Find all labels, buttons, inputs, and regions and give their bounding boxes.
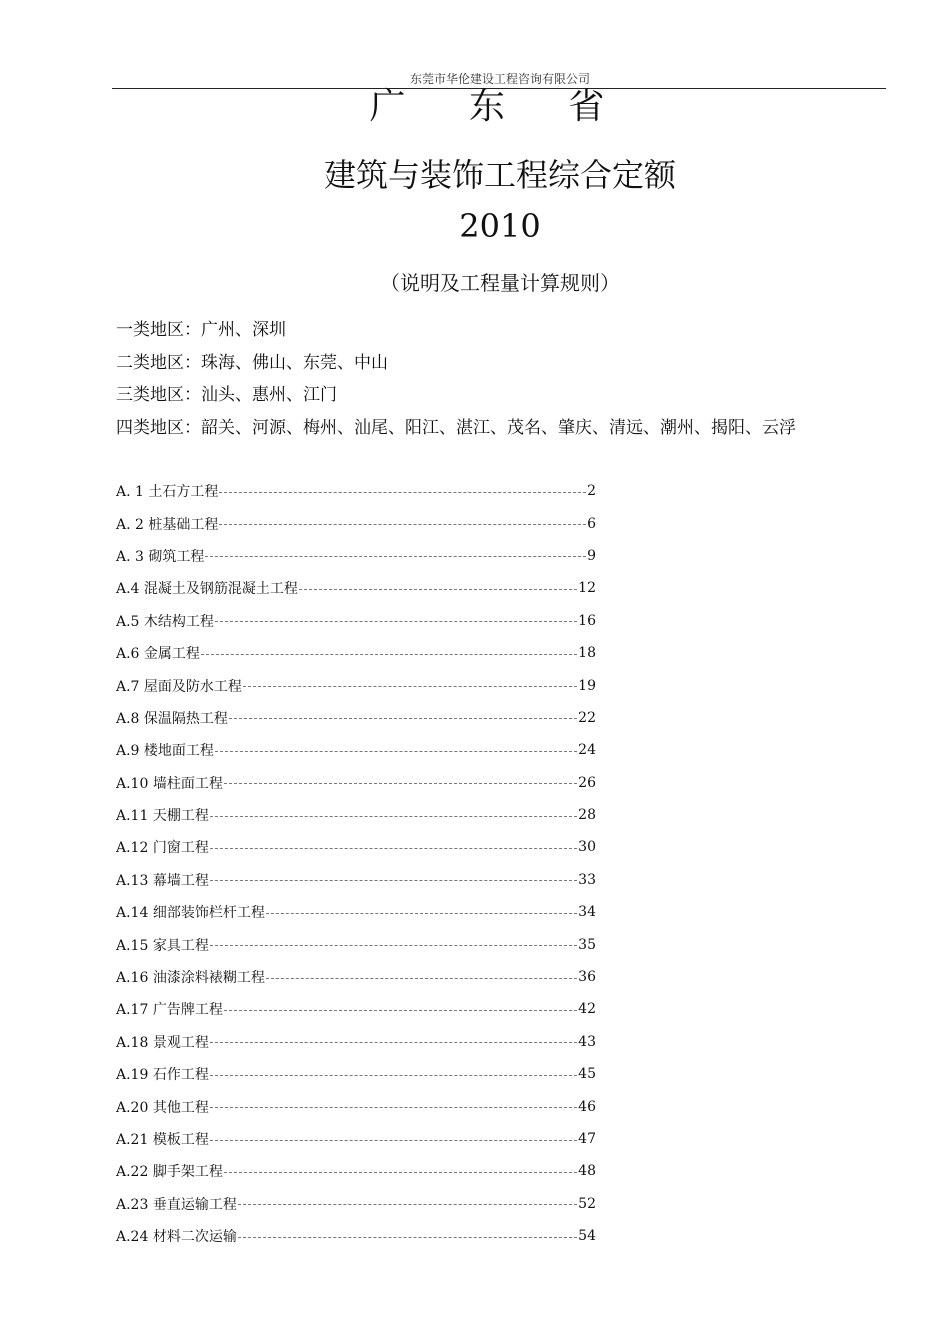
- toc-leader-dashes: [201, 654, 577, 655]
- toc-leader-dashes: [238, 1237, 577, 1238]
- toc-entry-label: A. 2 桩基础工程: [116, 516, 219, 533]
- toc-entry-page-number: 16: [578, 612, 596, 629]
- toc-entry[interactable]: [116, 1026, 596, 1058]
- toc-entry[interactable]: [116, 734, 596, 766]
- toc-entry-page-number: 52: [578, 1195, 596, 1212]
- toc-entry-label: A.23 垂直运输工程: [116, 1196, 237, 1213]
- toc-entry[interactable]: [116, 540, 596, 572]
- toc-entry-page-number: 35: [578, 936, 596, 953]
- toc-entry-page-number: 24: [578, 742, 596, 759]
- toc-entry-label: A.19 石作工程: [116, 1067, 209, 1084]
- toc-leader-dashes: [215, 621, 577, 622]
- toc-entry-page-number: 43: [578, 1033, 596, 1050]
- toc-leader-dashes: [210, 1140, 577, 1141]
- toc-entry-label: A.24 材料二次运输: [116, 1229, 237, 1246]
- toc-entry[interactable]: [116, 928, 596, 960]
- toc-entry-label: A.11 天棚工程: [116, 808, 209, 825]
- toc-entry-label: A.17 广告牌工程: [116, 1002, 223, 1019]
- toc-entry[interactable]: [116, 767, 596, 799]
- toc-leader-dashes: [266, 913, 577, 914]
- toc-leader-dashes: [205, 556, 586, 557]
- toc-leader-dashes: [224, 1172, 577, 1173]
- toc-entry-page-number: 47: [578, 1131, 596, 1147]
- toc-entry-page-number: 30: [578, 839, 596, 856]
- toc-leader-dashes: [243, 686, 577, 687]
- toc-entry[interactable]: [116, 961, 596, 993]
- toc-leader-dashes: [215, 751, 577, 752]
- toc-leader-dashes: [229, 718, 577, 719]
- toc-entry[interactable]: [116, 1123, 596, 1155]
- toc-entry[interactable]: [116, 831, 596, 863]
- toc-entry-page-number: 2: [587, 483, 596, 500]
- region-list: [116, 314, 916, 444]
- toc-entry[interactable]: [116, 475, 596, 507]
- toc-entry-page-number: 36: [578, 969, 596, 986]
- toc-entry-page-number: 26: [578, 774, 596, 791]
- toc-entry-page-number: 33: [578, 871, 596, 888]
- cover-year: 2010: [459, 207, 541, 245]
- toc-leader-dashes: [210, 816, 577, 817]
- toc-entry[interactable]: [116, 864, 596, 896]
- toc-entry[interactable]: [116, 702, 596, 734]
- toc-entry[interactable]: [116, 605, 596, 637]
- toc-entry-label: A.5 木结构工程: [116, 613, 214, 630]
- toc-entry-label: A.22 脚手架工程: [116, 1164, 223, 1181]
- toc-leader-dashes: [219, 492, 586, 493]
- toc-leader-dashes: [219, 524, 586, 525]
- toc-leader-dashes: [224, 1010, 577, 1011]
- toc-entry-page-number: 28: [578, 807, 596, 824]
- toc-entry-label: A.18 景观工程: [116, 1034, 209, 1051]
- toc-entry-label: A.12 门窗工程: [116, 840, 209, 857]
- toc-leader-dashes: [299, 589, 577, 590]
- toc-entry-page-number: 48: [578, 1163, 596, 1180]
- table-of-contents: [116, 475, 596, 1252]
- toc-entry[interactable]: [116, 1220, 596, 1252]
- cover-title: 建筑与装饰工程综合定额: [323, 156, 676, 194]
- toc-entry-page-number: 54: [578, 1228, 596, 1245]
- toc-entry-label: A.13 幕墙工程: [116, 872, 209, 889]
- toc-entry-label: A.4 混凝土及钢筋混凝土工程: [116, 581, 298, 598]
- toc-entry-label: A.15 家具工程: [116, 937, 209, 954]
- toc-entry-label: A.6 金属工程: [116, 646, 200, 663]
- toc-entry-label: A.9 楼地面工程: [116, 743, 214, 760]
- toc-entry-page-number: 12: [578, 580, 596, 597]
- toc-entry[interactable]: [116, 799, 596, 831]
- toc-leader-dashes: [238, 1204, 577, 1205]
- toc-entry[interactable]: [116, 1188, 596, 1220]
- toc-entry[interactable]: [116, 1155, 596, 1187]
- toc-entry-label: A.16 油漆涂料裱糊工程: [116, 970, 265, 987]
- toc-entry-page-number: 42: [578, 1001, 596, 1018]
- cover-province: 广 东 省: [369, 86, 631, 127]
- region-class-4: 四类地区：韶关、河源、梅州、汕尾、阳江、湛江、茂名、肇庆、清远、潮州、揭阳、云浮: [116, 417, 796, 438]
- toc-entry-label: A.10 墙柱面工程: [116, 775, 223, 792]
- toc-entry-label: A.14 细部装饰栏杆工程: [116, 905, 265, 922]
- toc-entry[interactable]: [116, 1090, 596, 1122]
- toc-entry[interactable]: [116, 669, 596, 701]
- toc-entry[interactable]: [116, 637, 596, 669]
- toc-entry-label: A.7 屋面及防水工程: [116, 678, 242, 695]
- toc-entry-page-number: 45: [578, 1066, 596, 1083]
- toc-leader-dashes: [210, 1107, 577, 1108]
- toc-leader-dashes: [210, 1075, 577, 1076]
- toc-leader-dashes: [210, 1042, 577, 1043]
- toc-entry-label: A. 1 土石方工程: [116, 484, 219, 501]
- toc-leader-dashes: [210, 880, 577, 881]
- toc-entry-page-number: 6: [587, 515, 596, 532]
- toc-leader-dashes: [210, 945, 577, 946]
- toc-entry-page-number: 46: [578, 1098, 596, 1115]
- toc-entry-label: A.20 其他工程: [116, 1099, 209, 1116]
- toc-entry[interactable]: [116, 896, 596, 928]
- toc-entry-page-number: 9: [587, 547, 596, 564]
- toc-entry-page-number: 19: [578, 677, 596, 694]
- toc-entry-page-number: 22: [578, 709, 596, 726]
- toc-entry-page-number: 34: [578, 904, 596, 921]
- toc-entry-label: A.21 模板工程: [116, 1132, 209, 1148]
- toc-leader-dashes: [266, 978, 577, 979]
- region-class-3: 三类地区：汕头、惠州、江门: [116, 385, 337, 405]
- page-header-company: 东莞市华伦建设工程咨询有限公司: [409, 72, 590, 86]
- toc-entry[interactable]: [116, 1058, 596, 1090]
- region-class-2: 二类地区：珠海、佛山、东莞、中山: [116, 352, 388, 373]
- toc-leader-dashes: [210, 848, 577, 849]
- region-class-1: 一类地区：广州、深圳: [116, 320, 286, 340]
- toc-entry-label: A. 3 砌筑工程: [116, 548, 205, 565]
- toc-leader-dashes: [224, 783, 577, 784]
- toc-entry[interactable]: [116, 572, 596, 604]
- toc-entry-label: A.8 保温隔热工程: [116, 710, 228, 727]
- cover-subtitle: （说明及工程量计算规则）: [380, 271, 620, 295]
- toc-entry[interactable]: [116, 993, 596, 1025]
- toc-entry-page-number: 18: [578, 645, 596, 662]
- toc-entry[interactable]: [116, 507, 596, 539]
